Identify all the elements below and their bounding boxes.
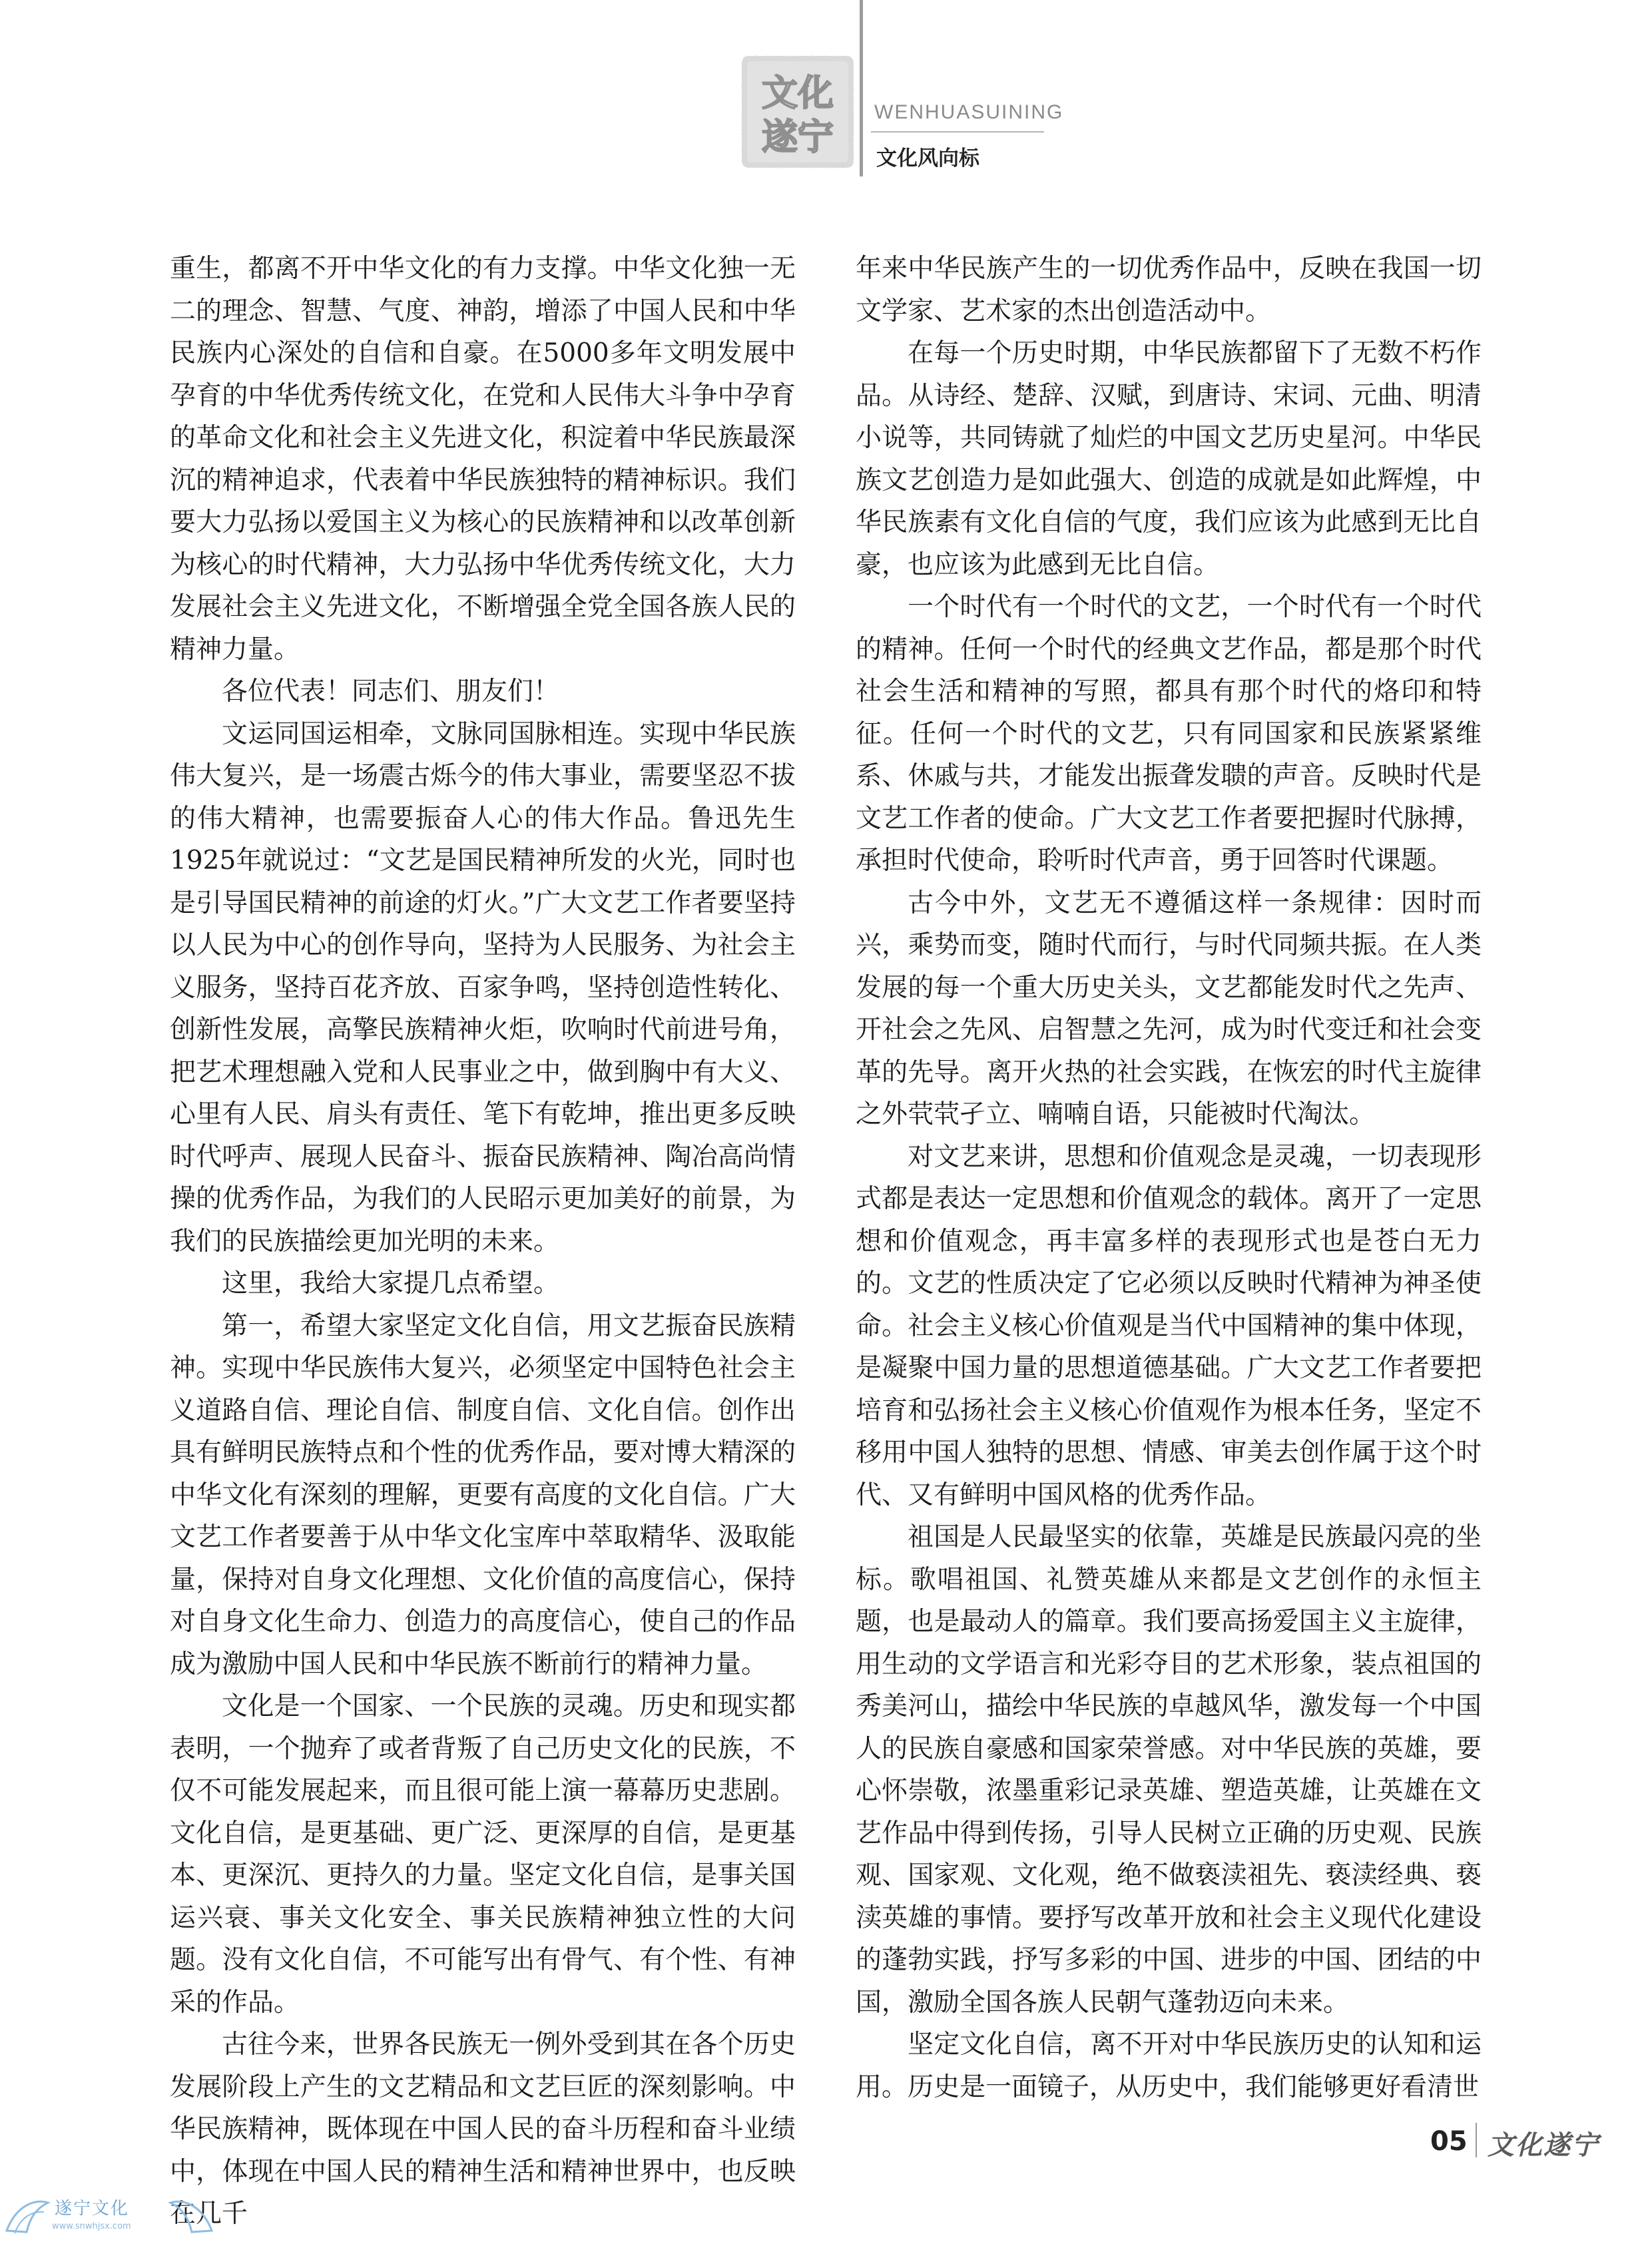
paragraph: 第一，希望大家坚定文化自信，用文艺振奋民族精神。实现中华民族伟大复兴，必须坚定中国特色社会主义道路自信、理论自信、制度自信、文化自信。创作出具有鲜明民族特点和个性的优秀作品，要对博大精深的中华文化有深刻的理解，更要有高度的文化自信。广大文艺工作者要善于从中华文化宝库中萃取精华、汲取能量，保持对自身文化理想、文化价值的高度信心，保持对自身文化生命力、创造力的高度信心，使自己的作品成为激励中国人民和中华民族不断前行的精神力量。 [170,1310,796,1679]
page-number: 05 [1430,2126,1468,2157]
watermark-url: www.snwhjsx.com [52,2221,131,2231]
magazine-name: WENHUASUINING [874,101,1064,123]
footer-brand: 文化遂宁 [1488,2129,1599,2161]
header-divider [871,131,1044,133]
header-vertical-rule [860,0,863,176]
logo-line-1: 文化 [762,71,834,114]
paragraph: 一个时代有一个时代的文艺，一个时代有一个时代的精神。任何一个时代的经典文艺作品，都是那个时代社会生活和精神的写照，都具有那个时代的烙印和特征。任何一个时代的文艺，只有同国家和民族紧紧维系、休戚与共，才能发出振聋发聩的声音。反映时代是文艺工作者的使命。广大文艺工作者要把握时代脉搏，承担时代使命，聆听时代声音，勇于回答时代课题。 [856,592,1482,876]
paragraph: 古今中外，文艺无不遵循这样一条规律：因时而兴，乘势而变，随时代而行，与时代同频共振。在人类发展的每一个重大历史关头，文艺都能发时代之先声、开社会之先风、启智慧之先河，成为时代变迁和社会变革的先导。离开火热的社会实践，在恢宏的时代主旋律之外茕茕孑立、喃喃自语，只能被时代淘汰。 [856,888,1482,1129]
paragraph: 祖国是人民最坚实的依靠，英雄是民族最闪亮的坐标。歌唱祖国、礼赞英雄从来都是文艺创作的永恒主题，也是最动人的篇章。我们要高扬爱国主义主旋律，用生动的文学语言和光彩夺目的艺术形象，装点祖国的秀美河山，描绘中华民族的卓越风华，激发每一个中国人的民族自豪感和国家荣誉感。对中华民族的英雄，要心怀崇敬，浓墨重彩记录英雄、塑造英雄，让英雄在文艺作品中得到传扬，引导人民树立正确的历史观、民族观、国家观、文化观，绝不做亵渎祖先、亵渎经典、亵渎英雄的事情。要抒写改革开放和社会主义现代化建设的蓬勃实践，抒写多彩的中国、进步的中国、团结的中国，激励全国各族人民朝气蓬勃迈向未来。 [856,1522,1482,2018]
logo-line-2: 遂宁 [762,115,834,158]
paragraph: 这里，我给大家提几点希望。 [222,1268,560,1298]
paragraph: 文运同国运相牵，文脉同国脉相连。实现中华民族伟大复兴，是一场震古烁今的伟大事业，需要坚忍不拔的伟大精神，也需要振奋人心的伟大作品。鲁迅先生1925年就说过：“文艺是国民精神所发的火光，同时也是引导国民精神的前途的灯火。”广大文艺工作者要坚持以人民为中心的创作导向，坚持为人民服务、为社会主义服务，坚持百花齐放、百家争鸣，坚持创造性转化、创新性发展，高擎民族精神火炬，吹响时代前进号角，把艺术理想融入党和人民事业之中，做到胸中有大义、心里有人民、肩头有责任、笔下有乾坤，推出更多反映时代呼声、展现人民奋斗、振奋民族精神、陶冶高尚情操的优秀作品，为我们的人民昭示更加美好的前景，为我们的民族描绘更加光明的未来。 [170,718,796,1257]
left-column [170,248,796,2235]
section-title: 文化风向标 [876,146,979,170]
paragraph: 文化是一个国家、一个民族的灵魂。历史和现实都表明，一个抛弃了或者背叛了自己历史文化的民族，不仅不可能发展起来，而且很可能上演一幕幕历史悲剧。文化自信，是更基础、更广泛、更深厚的自信，是更基本、更深沉、更持久的力量。坚定文化自信，是事关国运兴衰、事关文化安全、事关民族精神独立性的大问题。没有文化自信，不可能写出有骨气、有个性、有神采的作品。 [170,1691,796,2018]
paragraph: 古往今来，世界各民族无一例外受到其在各个历史发展阶段上产生的文艺精品和文艺巨匠的深刻影响。中华民族精神，既体现在中国人民的奋斗历程和奋斗业绩中，体现在中国人民的精神生活和精神世界中，也反映在几千 [170,2030,796,2229]
footer-divider [1476,2123,1477,2157]
watermark-text: 遂宁文化 [55,2199,130,2219]
paragraph: 坚定文化自信，离不开对中华民族历史的认知和运用。历史是一面镜子，从历史中，我们能够更好看清世 [856,2030,1482,2102]
magazine-logo-seal [738,52,858,172]
paragraph: 在每一个历史时期，中华民族都留下了无数不朽作品。从诗经、楚辞、汉赋，到唐诗、宋词、元曲、明清小说等，共同铸就了灿烂的中国文艺历史星河。中华民族文艺创造力是如此强大、创造的成就是如此辉煌，中华民族素有文化自信的气度，我们应该为此感到无比自豪，也应该为此感到无比自信。 [856,338,1482,580]
paragraph: 年来中华民族产生的一切优秀作品中，反映在我国一切文学家、艺术家的杰出创造活动中。 [856,254,1482,326]
right-column [856,248,1482,2108]
paragraph: 对文艺来讲，思想和价值观念是灵魂，一切表现形式都是表达一定思想和价值观念的载体。离开了一定思想和价值观念，再丰富多样的表现形式也是苍白无力的。文艺的性质决定了它必须以反映时代精神为神圣使命。社会主义核心价值观是当代中国精神的集中体现，是凝聚中国力量的思想道德基础。广大文艺工作者要把培育和弘扬社会主义核心价值观作为根本任务，坚定不移用中国人独特的思想、情感、审美去创作属于这个时代、又有鲜明中国风格的优秀作品。 [856,1141,1482,1510]
paragraph: 重生，都离不开中华文化的有力支撑。中华文化独一无二的理念、智慧、气度、神韵，增添了中国人民和中华民族内心深处的自信和自豪。在5000多年文明发展中孕育的中华优秀传统文化，在党和人民伟大斗争中孕育的革命文化和社会主义先进文化，积淀着中华民族最深沉的精神追求，代表着中华民族独特的精神标识。我们要大力弘扬以爱国主义为核心的民族精神和以改革创新为核心的时代精神，大力弘扬中华优秀传统文化，大力发展社会主义先进文化，不断增强全党全国各族人民的精神力量。 [170,254,796,665]
paragraph: 各位代表！同志们、朋友们！ [222,677,560,706]
